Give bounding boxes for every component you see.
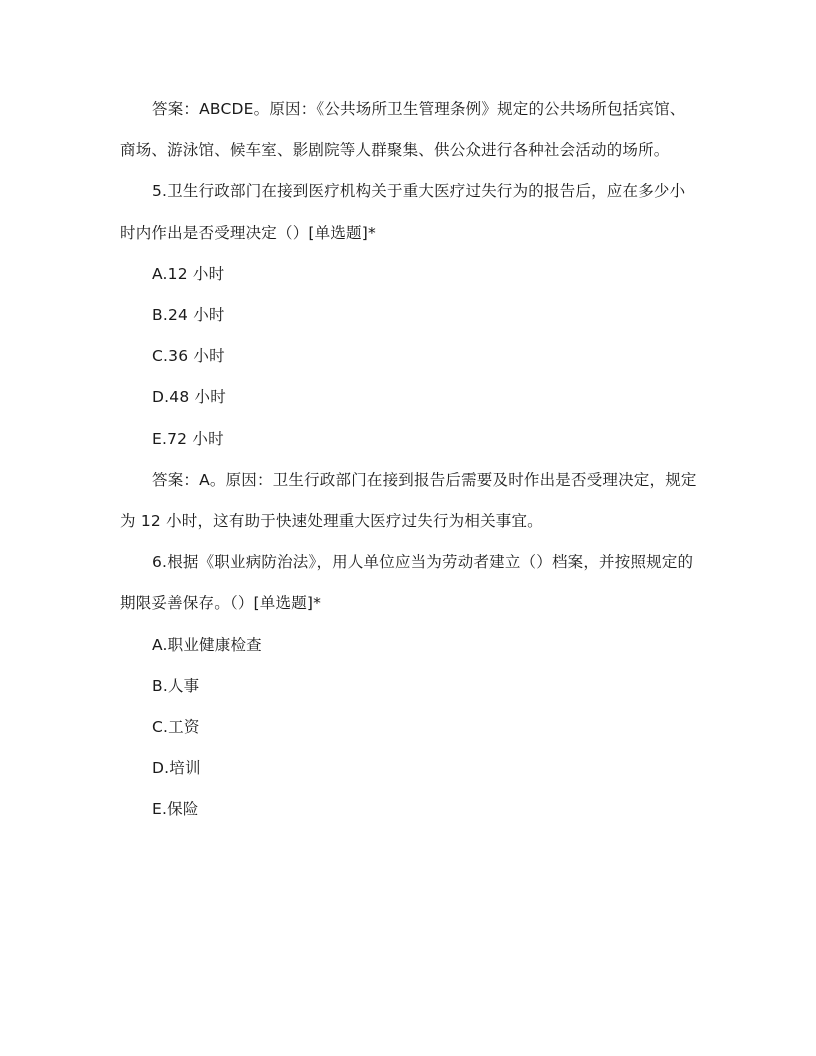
question-6-option-c: C.工资: [152, 718, 200, 737]
question-5-option-c: C.36 小时: [152, 347, 225, 366]
question-5-option-e: E.72 小时: [152, 429, 224, 448]
question-6-option-b: B.人事: [152, 676, 200, 695]
document-body: [120, 89, 700, 831]
answer-5-explanation: 答案：A。原因：卫生行政部门在接到报告后需要及时作出是否受理决定，规定为 12 小时，这有助于快速处理重大医疗过失行为相关事宜。: [120, 470, 697, 531]
question-6-option-e: E.保险: [152, 800, 199, 819]
question-6-option-d: D.培训: [152, 759, 201, 778]
question-6-option-a: A.职业健康检查: [152, 635, 262, 654]
question-5-option-d: D.48 小时: [152, 388, 226, 407]
question-5-option-b: B.24 小时: [152, 306, 225, 325]
question-6-text: 6.根据《职业病防治法》，用人单位应当为劳动者建立（）档案，并按照规定的期限妥善保存。（）[单选题]*: [120, 553, 694, 613]
question-5-text: 5.卫生行政部门在接到医疗机构关于重大医疗过失行为的报告后，应在多少小时内作出是否受理决定（）[单选题]*: [120, 182, 686, 242]
answer-4-explanation: 答案：ABCDE。原因：《公共场所卫生管理条例》规定的公共场所包括宾馆、商场、游泳馆、候车室、影剧院等人群聚集、供公众进行各种社会活动的场所。: [120, 100, 686, 160]
question-5-option-a: A.12 小时: [152, 264, 225, 283]
